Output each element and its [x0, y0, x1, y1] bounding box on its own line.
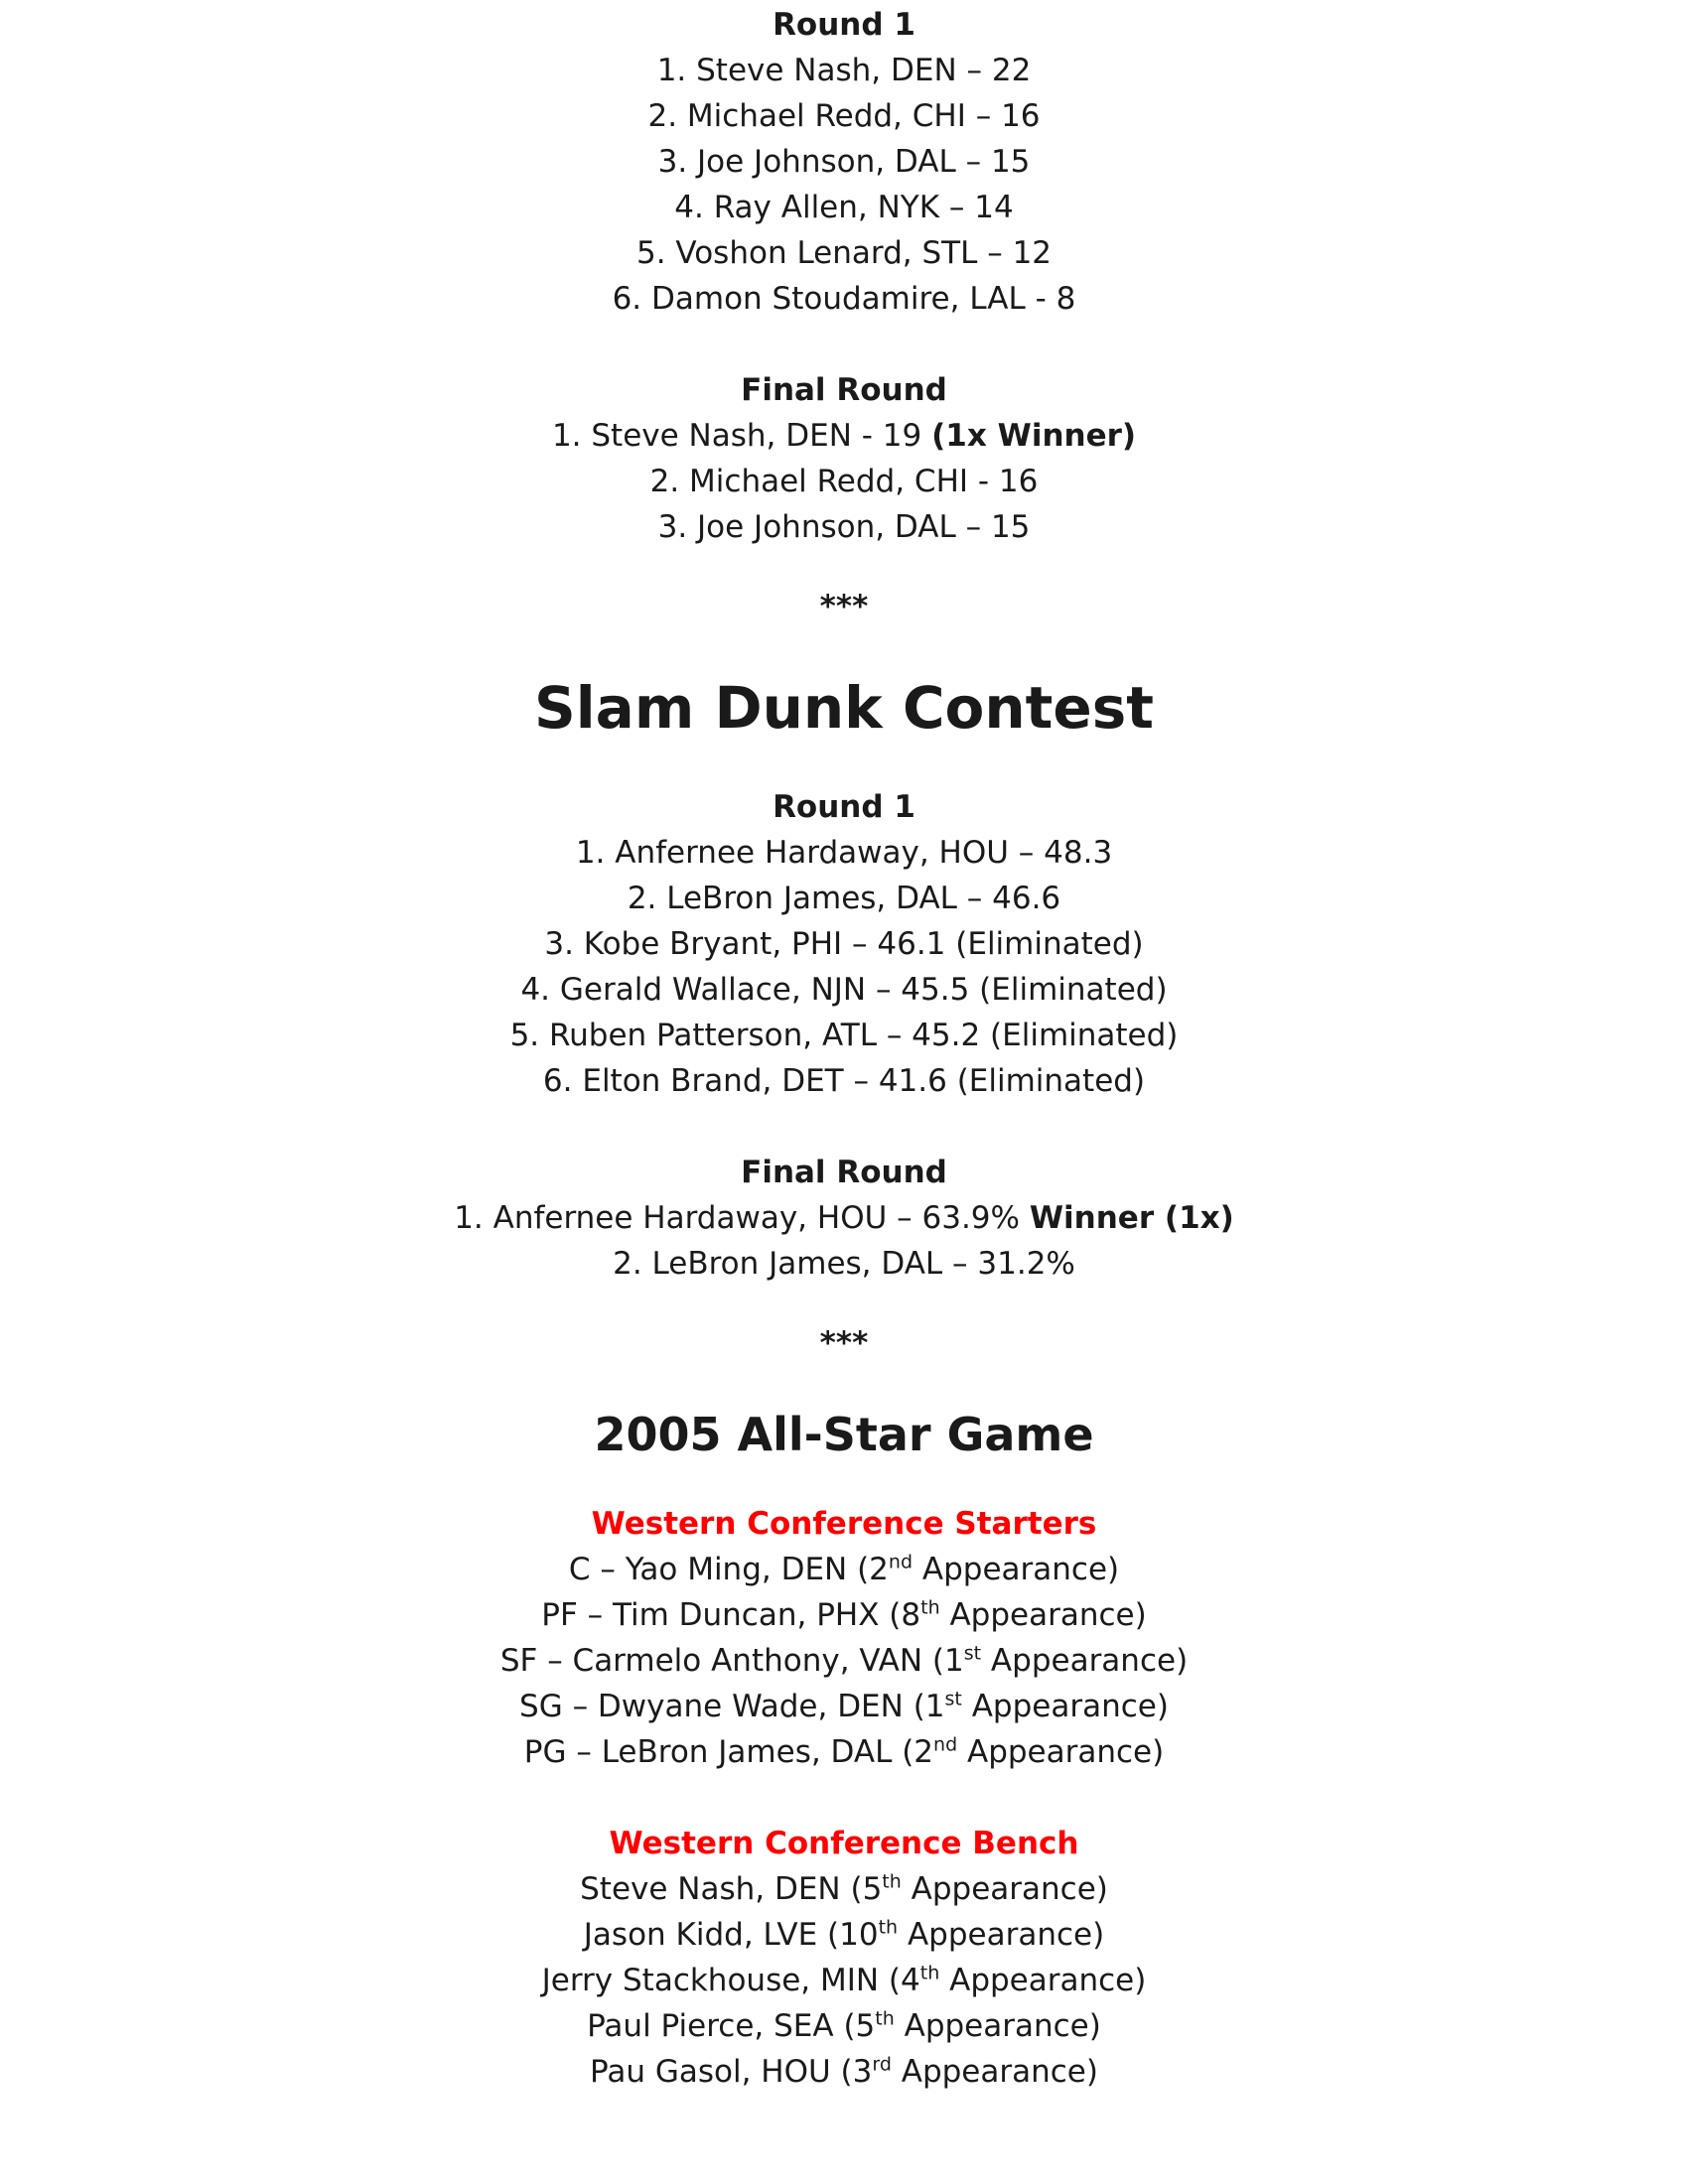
west-starter-row: [0, 1684, 1688, 1729]
section-separator: ***: [819, 1325, 869, 1361]
west-starter-post: Appearance): [957, 1734, 1165, 1770]
west-bench-ordinal: rd: [872, 2053, 892, 2076]
west-starters-heading: Western Conference Starters: [591, 1506, 1097, 1542]
three-point-round1-row: 4. Ray Allen, NYK – 14: [674, 190, 1014, 225]
west-starter-pre: SF – Carmelo Anthony, VAN (1: [499, 1643, 964, 1679]
west-bench-heading: Western Conference Bench: [609, 1826, 1079, 1861]
west-starter-ordinal: st: [963, 1642, 982, 1665]
west-bench-post: Appearance): [891, 2054, 1098, 2090]
dunk-round1-row: 2. LeBron James, DAL – 46.6: [627, 881, 1061, 916]
west-starter-pre: SG – Dwyane Wade, DEN (1: [519, 1689, 945, 1724]
west-bench-row: [0, 1958, 1688, 2003]
west-bench-ordinal: th: [919, 1962, 940, 1984]
three-point-winner-label: (1x Winner): [931, 418, 1137, 454]
west-starter-pre: PF – Tim Duncan, PHX (8: [541, 1597, 921, 1633]
dunk-final-row-text: 1. Anfernee Hardaway, HOU – 63.9%: [454, 1200, 1030, 1236]
three-point-round1-row: 1. Steve Nash, DEN – 22: [656, 53, 1032, 88]
west-bench-pre: Steve Nash, DEN (5: [580, 1871, 883, 1907]
west-starter-ordinal: th: [920, 1596, 940, 1619]
west-bench-post: Appearance): [898, 1917, 1105, 1953]
west-bench-row: [0, 1912, 1688, 1958]
three-point-round1-heading: Round 1: [773, 7, 915, 43]
west-starter-post: Appearance): [913, 1552, 1120, 1587]
dunk-winner-label: Winner (1x): [1029, 1200, 1234, 1236]
west-bench-pre: Paul Pierce, SEA (5: [587, 2008, 876, 2044]
dunk-round1-row: 4. Gerald Wallace, NJN – 45.5 (Eliminated): [520, 972, 1168, 1008]
west-bench-row: [0, 2003, 1688, 2049]
west-starter-ordinal: nd: [888, 1551, 914, 1573]
three-point-round1-row: 3. Joe Johnson, DAL – 15: [657, 144, 1031, 180]
dunk-final-row-winner: [0, 1195, 1688, 1241]
west-starter-row: [0, 1638, 1688, 1684]
west-starter-post: Appearance): [939, 1597, 1147, 1633]
three-point-final-row-text: 1. Steve Nash, DEN - 19: [551, 418, 932, 454]
west-bench-ordinal: th: [875, 2007, 895, 2030]
west-starter-ordinal: st: [944, 1688, 962, 1710]
dunk-round1-row: 3. Kobe Bryant, PHI – 46.1 (Eliminated): [544, 926, 1144, 962]
three-point-round1-row: 6. Damon Stoudamire, LAL - 8: [612, 281, 1076, 317]
dunk-round1-row: 5. Ruben Patterson, ATL – 45.2 (Eliminated): [509, 1018, 1179, 1053]
west-bench-pre: Jerry Stackhouse, MIN (4: [541, 1963, 920, 1998]
west-bench-ordinal: th: [882, 1870, 902, 1893]
west-bench-row: [0, 1866, 1688, 1912]
all-star-game-title: 2005 All-Star Game: [594, 1408, 1094, 1461]
west-starter-post: Appearance): [961, 1689, 1169, 1724]
west-starter-ordinal: nd: [933, 1733, 958, 1756]
west-starter-post: Appearance): [981, 1643, 1189, 1679]
west-starter-row: [0, 1592, 1688, 1638]
west-bench-post: Appearance): [894, 2008, 1101, 2044]
west-bench-pre: Jason Kidd, LVE (10: [583, 1917, 879, 1953]
three-point-final-row-winner: [0, 413, 1688, 459]
three-point-final-row: 2. Michael Redd, CHI - 16: [649, 464, 1039, 499]
west-bench-post: Appearance): [939, 1963, 1147, 1998]
west-starter-row: [0, 1729, 1688, 1775]
three-point-final-heading: Final Round: [741, 372, 947, 408]
dunk-final-row: 2. LeBron James, DAL – 31.2%: [613, 1246, 1075, 1282]
west-starter-row: [0, 1547, 1688, 1592]
west-bench-row: [0, 2049, 1688, 2095]
west-bench-ordinal: th: [878, 1916, 899, 1939]
dunk-round1-heading: Round 1: [773, 789, 915, 825]
west-starter-pre: PG – LeBron James, DAL (2: [523, 1734, 934, 1770]
three-point-round1-row: 5. Voshon Lenard, STL – 12: [635, 235, 1053, 271]
slam-dunk-title: Slam Dunk Contest: [534, 674, 1154, 742]
three-point-final-row: 3. Joe Johnson, DAL – 15: [657, 509, 1031, 545]
dunk-round1-row: 1. Anfernee Hardaway, HOU – 48.3: [575, 835, 1113, 871]
west-bench-pre: Pau Gasol, HOU (3: [590, 2054, 873, 2090]
west-bench-post: Appearance): [901, 1871, 1108, 1907]
dunk-final-heading: Final Round: [741, 1155, 947, 1190]
dunk-round1-row: 6. Elton Brand, DET – 41.6 (Eliminated): [542, 1063, 1146, 1099]
west-starter-pre: C – Yao Ming, DEN (2: [568, 1552, 889, 1587]
section-separator: ***: [819, 589, 869, 624]
three-point-round1-row: 2. Michael Redd, CHI – 16: [647, 98, 1041, 134]
